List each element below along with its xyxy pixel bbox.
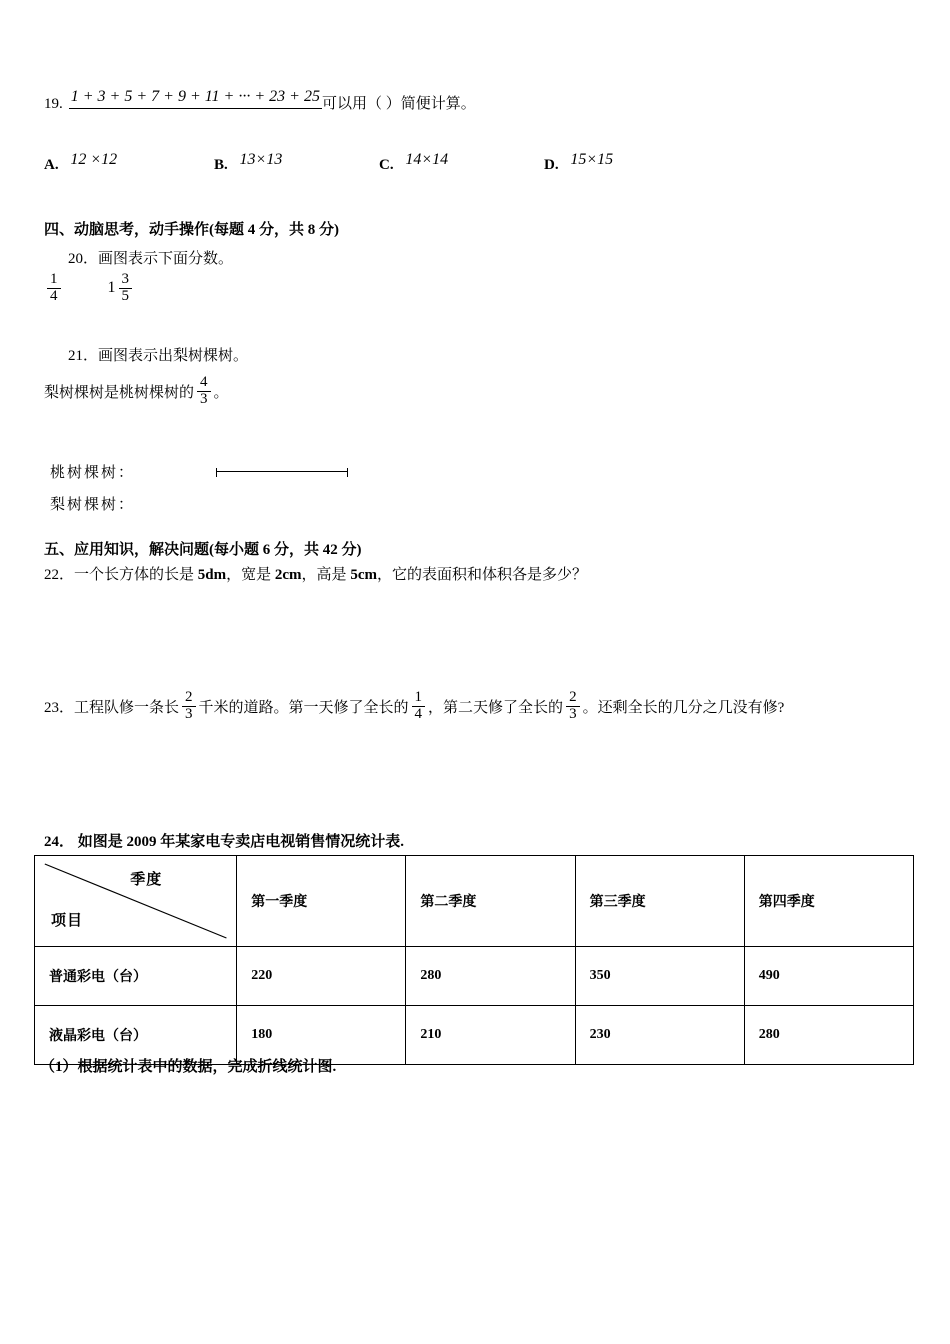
fraction-two-thirds-a xyxy=(182,690,196,723)
option-c-label: C. xyxy=(379,157,394,173)
question-22-value-1: 5dm xyxy=(197,567,227,583)
question-20-text: 画图表示下面分数。 xyxy=(98,251,234,267)
mixed-number-one-and-three-fifths xyxy=(108,272,136,305)
fraction-one-fourth-b xyxy=(412,690,426,723)
cell-normal-tv-q4: 490 xyxy=(744,947,913,1006)
table-row xyxy=(35,947,914,1006)
question-23-number: 23． xyxy=(44,699,75,716)
peach-tree-label: 桃树棵树： xyxy=(50,464,136,481)
column-header-q3: 第三季度 xyxy=(575,856,744,947)
option-d[interactable] xyxy=(544,151,614,174)
question-22-number: 22． xyxy=(44,567,75,583)
cell-normal-tv-q1: 220 xyxy=(237,947,406,1006)
cell-normal-tv-q2: 280 xyxy=(406,947,575,1006)
question-22-value-3: 5cm xyxy=(350,567,377,583)
option-b-value: 13×13 xyxy=(239,151,283,168)
sales-statistics-table xyxy=(34,855,914,1065)
fraction-two-thirds-c xyxy=(566,690,580,723)
question-24-subquestion: （1）根据统计表中的数据，完成折线统计图. xyxy=(40,1059,337,1075)
fraction-denominator: 3 xyxy=(185,705,193,722)
section-4-heading: 四、动脑思考，动手操作(每题 4 分，共 8 分) xyxy=(44,222,339,238)
question-23-text-4: 。还剩全长的几分之几没有修? xyxy=(582,699,785,716)
row-label-lcd-tv: 液晶彩电（台） xyxy=(35,1006,237,1065)
pear-tree-row xyxy=(50,487,348,519)
question-23-text-2: 千米的道路。第一天修了全长的 xyxy=(198,699,409,716)
fraction-denominator: 4 xyxy=(50,287,58,304)
row-label-normal-tv: 普通彩电（台） xyxy=(35,947,237,1006)
option-a-value: 12 ×12 xyxy=(70,151,118,168)
question-20-number: 20． xyxy=(68,251,99,267)
question-20-fractions xyxy=(44,272,135,305)
question-22-text-d: ，它的表面积和体积各是多少？ xyxy=(376,567,587,583)
question-23-text-1: 工程队修一条长 xyxy=(74,699,180,716)
question-24-number: 24． xyxy=(44,834,75,850)
question-22-value-2: 2cm xyxy=(274,567,302,583)
question-22-text-b: ，宽是 xyxy=(226,567,275,583)
peach-tree-bar xyxy=(216,471,348,472)
option-d-label: D. xyxy=(544,157,559,173)
question-21-sentence-before: 梨树棵树是桃树棵树的 xyxy=(44,384,195,401)
pear-tree-label: 梨树棵树： xyxy=(50,496,136,513)
option-c[interactable] xyxy=(379,151,449,174)
fraction-numerator: 3 xyxy=(119,272,133,289)
question-21-text: 画图表示出梨树棵树。 xyxy=(98,348,249,364)
mixed-whole: 1 xyxy=(107,279,116,297)
question-22-text-a: 一个长方体的长是 xyxy=(74,567,198,583)
fraction-numerator: 1 xyxy=(412,690,426,707)
question-19-number: 19. xyxy=(44,96,63,112)
question-20 xyxy=(68,247,233,268)
question-24-text: 如图是 2009 年某家电专卖店电视销售情况统计表. xyxy=(77,834,405,850)
column-header-q2: 第二季度 xyxy=(406,856,575,947)
question-21-sentence-after: 。 xyxy=(213,384,229,401)
tree-diagram-area xyxy=(50,455,348,519)
option-b-label: B. xyxy=(214,157,228,173)
question-19-options xyxy=(44,151,904,186)
fraction-denominator: 4 xyxy=(414,705,423,722)
peach-tree-row xyxy=(50,455,348,487)
option-b[interactable] xyxy=(214,151,283,174)
question-24 xyxy=(44,830,404,851)
cell-lcd-tv-q1: 180 xyxy=(237,1006,406,1065)
option-c-value: 14×14 xyxy=(405,151,449,168)
question-22-text-c: ，高是 xyxy=(301,567,351,583)
question-23-text-3: ，第二天修了全长的 xyxy=(428,699,564,716)
fraction-three-fifths xyxy=(119,272,133,305)
cell-normal-tv-q3: 350 xyxy=(575,947,744,1006)
cell-lcd-tv-q3: 230 xyxy=(575,1006,744,1065)
fraction-one-fourth xyxy=(47,272,61,305)
option-a-label: A. xyxy=(44,157,59,173)
question-19 xyxy=(44,88,904,113)
question-19-expression: 1 + 3 + 5 + 7 + 9 + 11 + ··· + 23 + 25 xyxy=(69,88,322,109)
column-header-q4: 第四季度 xyxy=(744,856,913,947)
column-header-q1: 第一季度 xyxy=(237,856,406,947)
question-19-tail: 可以用（ ）简便计算。 xyxy=(321,96,476,112)
table-corner-cell xyxy=(35,856,237,947)
cell-lcd-tv-q2: 210 xyxy=(406,1006,575,1065)
fraction-denominator: 3 xyxy=(569,705,577,722)
fraction-numerator: 4 xyxy=(197,375,211,392)
question-23 xyxy=(44,690,784,723)
fraction-denominator: 5 xyxy=(121,287,129,304)
question-21-statement xyxy=(44,375,229,408)
corner-item-label: 项目 xyxy=(51,913,84,929)
fraction-denominator: 3 xyxy=(200,390,208,407)
fraction-numerator: 2 xyxy=(182,690,196,707)
table-header-row xyxy=(35,856,914,947)
option-a[interactable] xyxy=(44,151,118,174)
option-d-value: 15×15 xyxy=(570,151,614,168)
fraction-four-thirds xyxy=(197,375,211,408)
fraction-numerator: 1 xyxy=(47,272,61,289)
question-21 xyxy=(68,344,248,365)
question-21-number: 21． xyxy=(68,348,99,364)
cell-lcd-tv-q4: 280 xyxy=(744,1006,913,1065)
question-22 xyxy=(44,563,587,584)
section-5-heading: 五、应用知识，解决问题(每小题 6 分，共 42 分) xyxy=(44,542,362,558)
corner-quarter-label: 季度 xyxy=(130,872,163,888)
fraction-numerator: 2 xyxy=(566,690,580,707)
